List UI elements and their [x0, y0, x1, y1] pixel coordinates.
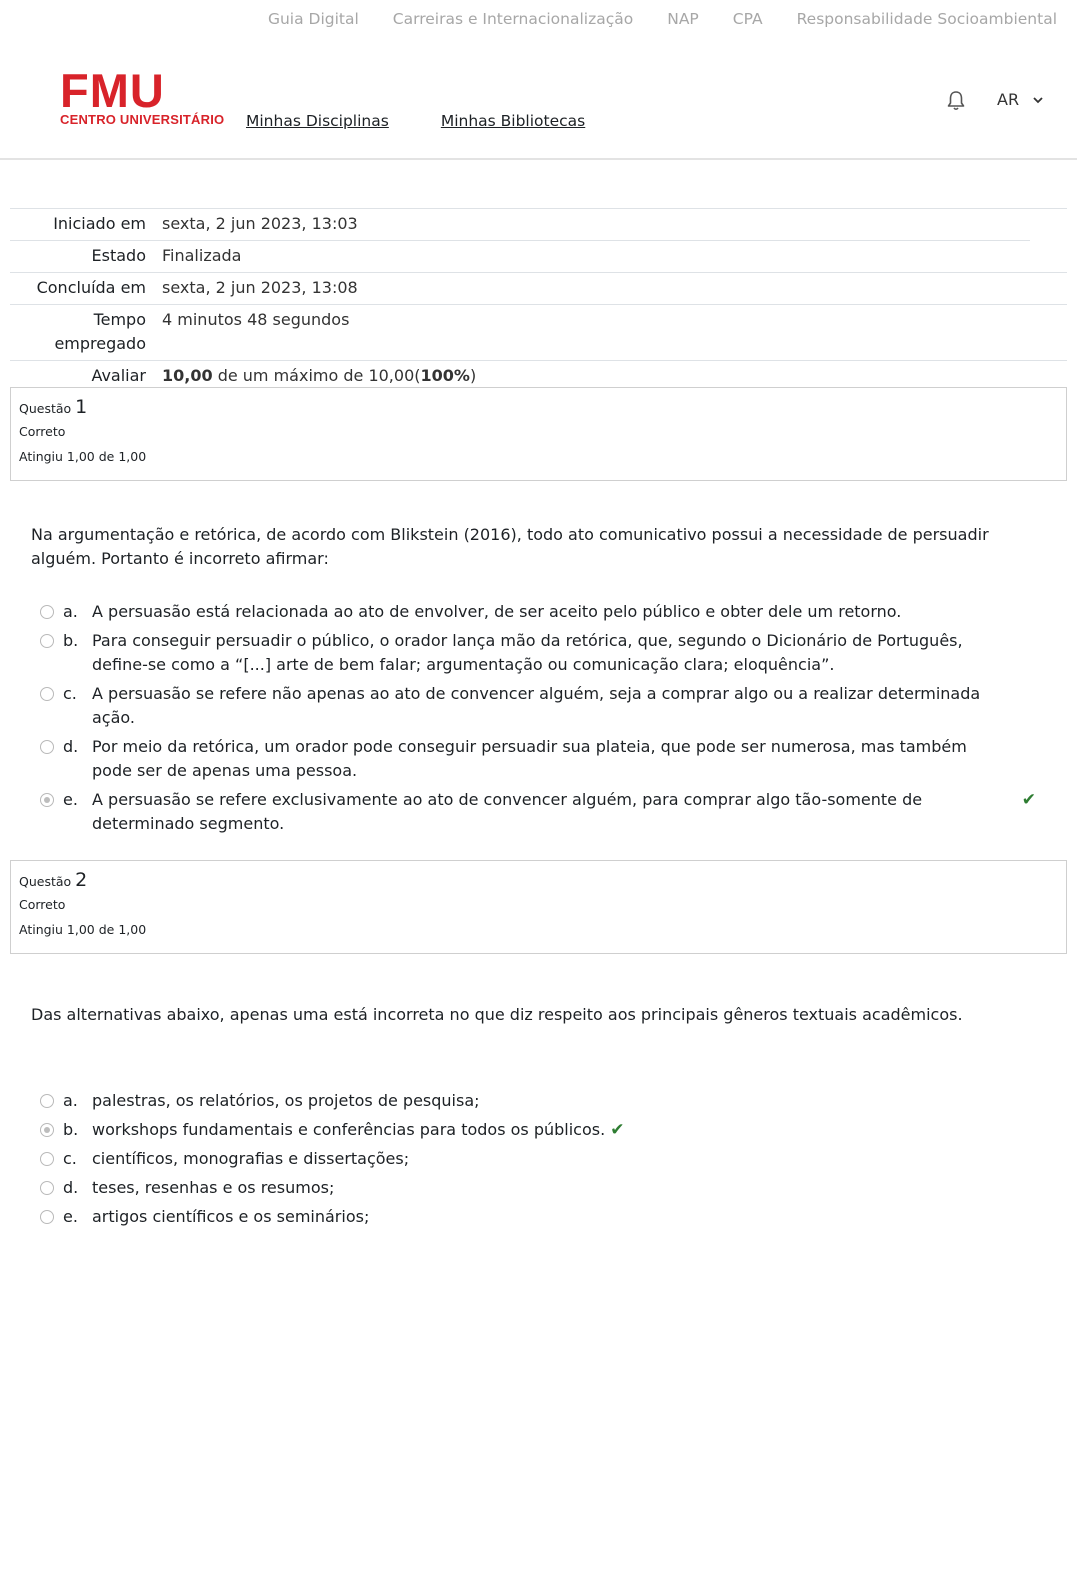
answer-letter: c. [63, 684, 77, 703]
radio-button[interactable] [40, 605, 54, 619]
answer-text: Por meio da retórica, um orador pode conseguir persuadir sua plateia, que pode ser numerosa, mas também pode ser de apenas uma pessoa. [92, 737, 967, 780]
main-nav [246, 112, 585, 130]
question-text-2: Das alternativas abaixo, apenas uma está incorreta no que diz respeito aos principais gêneros textuais acadêmicos. [31, 1005, 963, 1024]
summary-value [162, 364, 1067, 388]
radio-button-checked[interactable] [40, 1123, 54, 1137]
answer-option-selected[interactable] [40, 1118, 1040, 1142]
user-initials: AR [997, 90, 1020, 109]
answer-list-2 [40, 1089, 1040, 1234]
answer-text: A persuasão se refere não apenas ao ato de convencer alguém, seja a comprar algo ou a realizar determinada ação. [92, 684, 981, 727]
score-percent: 100% [420, 366, 470, 385]
nav-minhas-disciplinas[interactable]: Minhas Disciplinas [246, 112, 389, 130]
radio-button[interactable] [40, 1094, 54, 1108]
answer-letter: d. [63, 1178, 79, 1197]
attempt-summary [10, 208, 1067, 392]
summary-value: sexta, 2 jun 2023, 13:03 [162, 214, 358, 233]
nav-minhas-bibliotecas[interactable]: Minhas Bibliotecas [440, 112, 586, 130]
radio-button[interactable] [40, 1152, 54, 1166]
answer-option[interactable] [40, 1147, 1040, 1171]
question-number: Questão 1 [19, 396, 88, 418]
radio-button-checked[interactable] [40, 793, 54, 807]
answer-text: teses, resenhas e os resumos; [92, 1178, 335, 1197]
answer-option[interactable] [40, 682, 1040, 730]
answer-text: A persuasão está relacionada ao ato de envolver, de ser aceito pelo público e obter dele um retorno. [92, 602, 902, 621]
link-cpa[interactable]: CPA [732, 10, 763, 28]
summary-label: Concluída em [36, 278, 146, 297]
answer-list-1 [40, 600, 1040, 841]
summary-label: Avaliar [91, 366, 146, 385]
radio-button[interactable] [40, 634, 54, 648]
question-status: Correto [19, 897, 66, 912]
summary-value: Finalizada [162, 246, 242, 265]
answer-text: científicos, monografias e dissertações; [92, 1149, 410, 1168]
answer-text: artigos científicos e os seminários; [92, 1207, 370, 1226]
chevron-down-icon [1033, 96, 1043, 104]
summary-row-estado [10, 240, 1030, 272]
question-number: Questão 2 [19, 869, 88, 891]
answer-text: A persuasão se refere exclusivamente ao ato de convencer alguém, para comprar algo tão-somente de determinado segmento. [92, 790, 923, 833]
question-grade: Atingiu 1,00 de 1,00 [19, 449, 147, 464]
summary-row-concluida [10, 272, 1067, 304]
answer-letter: d. [63, 737, 79, 756]
link-nap[interactable]: NAP [667, 10, 699, 28]
site-header [0, 40, 1077, 160]
score: 10,00 [162, 366, 213, 385]
question-status: Correto [19, 424, 66, 439]
correct-check-icon: ✔ [1021, 790, 1036, 810]
logo-sub-text: CENTRO UNIVERSITÁRIO [60, 112, 225, 127]
summary-value: sexta, 2 jun 2023, 13:08 [162, 278, 358, 297]
summary-row-tempo [10, 304, 1067, 360]
logo-main-text: FMU [60, 64, 165, 117]
answer-letter: e. [63, 790, 78, 809]
question-info-1 [10, 387, 1067, 481]
bell-icon[interactable] [946, 90, 966, 112]
question-text-1: Na argumentação e retórica, de acordo com Blikstein (2016), todo ato comunicativo possui a necessidade de persuadir alguém. Portanto é incorreto afirmar: [31, 525, 989, 568]
answer-text: palestras, os relatórios, os projetos de pesquisa; [92, 1091, 480, 1110]
answer-option[interactable] [40, 735, 1040, 783]
answer-letter: a. [63, 1091, 78, 1110]
question-info-2 [10, 860, 1067, 954]
summary-label: Estado [91, 246, 146, 265]
fmu-logo[interactable] [60, 64, 225, 127]
summary-row-iniciado [10, 208, 1067, 240]
summary-label: Iniciado em [53, 214, 146, 233]
correct-check-icon: ✔ [610, 1120, 625, 1140]
user-menu[interactable] [997, 90, 1043, 109]
radio-button[interactable] [40, 1181, 54, 1195]
question-grade: Atingiu 1,00 de 1,00 [19, 922, 147, 937]
answer-option[interactable] [40, 629, 1040, 677]
radio-button[interactable] [40, 1210, 54, 1224]
answer-letter: e. [63, 1207, 78, 1226]
summary-value: 4 minutos 48 segundos [162, 310, 350, 329]
answer-letter: b. [63, 631, 79, 650]
score-mid: de um máximo de 10,00( [212, 366, 421, 385]
answer-letter: b. [63, 1120, 79, 1139]
answer-text [92, 1118, 1040, 1142]
link-guia-digital[interactable]: Guia Digital [267, 10, 359, 28]
answer-text: Para conseguir persuadir o público, o orador lança mão da retórica, que, segundo o Dicionário de Português, define-se como a “[...] arte de bem falar; argumentação ou comunicação clara; eloquência”. [92, 631, 963, 674]
answer-text-content: workshops fundamentais e conferências para todos os públicos. [92, 1120, 606, 1139]
top-links [268, 10, 1057, 28]
radio-button[interactable] [40, 740, 54, 754]
link-responsabilidade[interactable]: Responsabilidade Socioambiental [796, 10, 1057, 28]
answer-option[interactable] [40, 600, 1040, 624]
link-carreiras[interactable]: Carreiras e Internacionalização [392, 10, 634, 28]
answer-option[interactable] [40, 1176, 1040, 1200]
summary-label: Tempo empregado [54, 310, 146, 353]
score-end: ) [469, 366, 477, 385]
answer-option[interactable] [40, 1205, 1040, 1229]
answer-option-selected[interactable] [40, 788, 1040, 836]
answer-letter: a. [63, 602, 78, 621]
answer-letter: c. [63, 1149, 77, 1168]
answer-option[interactable] [40, 1089, 1040, 1113]
radio-button[interactable] [40, 687, 54, 701]
